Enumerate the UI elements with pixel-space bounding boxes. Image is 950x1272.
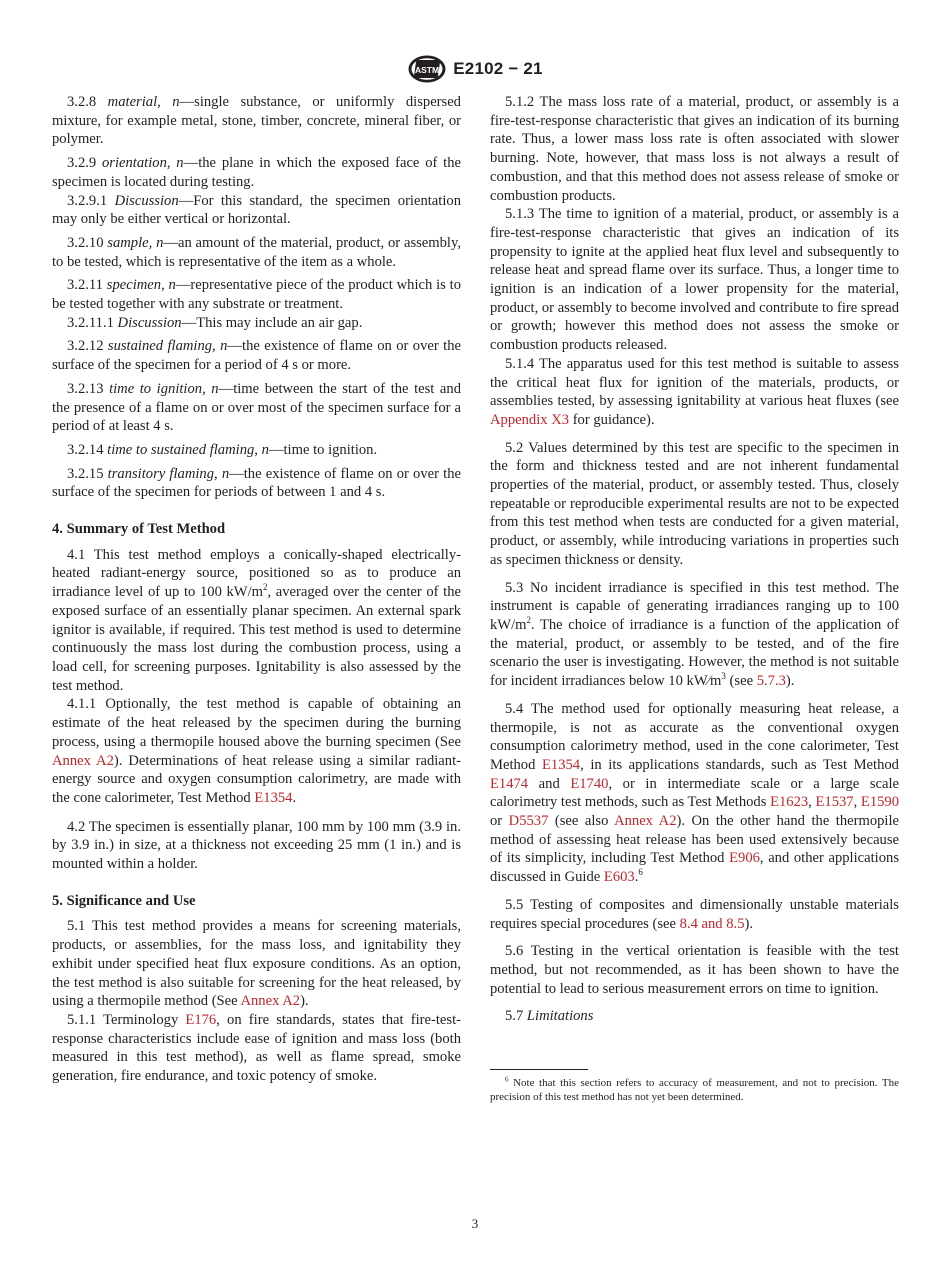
right-column	[490, 93, 899, 1109]
link-annex-a2[interactable]: Annex A2	[614, 813, 677, 830]
link-e1474[interactable]: E1474	[490, 775, 529, 792]
link-e1537[interactable]: E1537	[815, 794, 854, 811]
footnote-6: $^6$ Note that this section refers to accuracy of measurement, and not to precision. The precision of this test method has not yet been determined.	[490, 1075, 899, 1104]
clause-3-2-9-1: 3.2.9.1 Discussion—For this standard, the specimen orientation may only be either vertical or horizontal.	[52, 192, 461, 228]
section-4-heading: 4. Summary of Test Method	[52, 521, 226, 538]
clause-3-2-10: 3.2.10 sample, n—an amount of the material, product, or assembly, to be tested, which is representative of the item as a whole.	[52, 234, 461, 270]
clause-5-2: 5.2 Values determined by this test are specific to the specimen in the form and thickness tested and are not inherent fundamental properties of the material, product, or assembly tested. Thus, closely repeatable or reproducible experimental results are not to be expected from this test method when tests are conducted for a given material, product, or assembly, while introducing variations in properties such as specimen thickness or density.	[490, 439, 899, 568]
clause-3-2-12: 3.2.12 sustained flaming, n—the existence of flame on or over the surface of the specimen for a period of 4 s or more.	[52, 338, 461, 374]
link-appendix-x3[interactable]: Appendix X3	[490, 411, 570, 428]
clause-5-1-3: 5.1.3 The time to ignition of a material, product, or assembly is a fire-test-response characteristic that gives an indication of its propensity to ignite at the applied heat flux level and subsequently to release heat and spread flame over its surface. Thus, a longer time to ignition is an indication of a lower propensity for the material, product, or assembly to become involved and contribute to fire spread or growth; however this method does not assess the smoke or combustion products released.	[490, 206, 899, 354]
page-number: 3	[471, 1216, 479, 1231]
clause-4-1-1: 4.1.1 Optionally, the test method is capable of obtaining an estimate of the heat released by the specimen during the burning process, using a thermopile housed above the burning specimen (See Annex A2). Determinations of heat release using a similar radiant-energy source and oxygen consumption calorimetry, are made with the cone calorimeter, Test Method E1354.	[52, 696, 461, 806]
clause-5-1-4: 5.1.4 The apparatus used for this test method is suitable to assess the critical heat flux for ignition of the materials, products, or assemblies tested, by assessing ignitability at various heat fluxes (see Appendix X3 for guidance).	[490, 355, 899, 428]
link-e1623[interactable]: E1623	[770, 794, 809, 811]
clause-5-1-2: 5.1.2 The mass loss rate of a material, product, or assembly is a fire-test-response characteristic that gives an indication of its burning rate. Thus, a lower mass loss rate is often associated with slower burning. Note, however, that mass loss is not always a result of combustion, and that this method does not assess release of smoke or combustion products.	[490, 94, 899, 204]
document-designation: E2102 − 21	[453, 59, 543, 78]
clause-5-5: 5.5 Testing of composites and dimensionally unstable materials requires special procedures (see 8.4 and 8.5).	[490, 896, 899, 932]
clause-5-4: 5.4 The method used for optionally measuring heat release, a thermopile, is not as accurate as the conventional oxygen consumption calorimetry method, used in the cone calorimeter, Test Method E1354, in its applications standards, such as Test Method E1474 and E1740, or in intermediate scale or a large scale calorimetry test methods, such as Test Methods E1623, E1537, E1590 or D5537 (see also Annex A2). On the other hand the thermopile method of assessing heat release has been used extensively because of its simplicity, including Test Method E906, and other applications discussed in Guide E603.$^6$	[490, 700, 900, 886]
clause-3-2-8: 3.2.8 material, n—single substance, or uniformly dispersed mixture, for example metal, stone, timber, concrete, mineral fiber, or polymer.	[52, 94, 461, 148]
link-e603[interactable]: E603	[603, 869, 635, 886]
link-5-7-3[interactable]: 5.7.3	[756, 673, 786, 690]
left-column	[52, 93, 461, 1091]
clause-4-2: 4.2 The specimen is essentially planar, 100 mm by 100 mm (3.9 in. by 3.9 in.) in size, at a thickness not exceeding 25 mm (1 in.) and is mounted within a holder.	[52, 818, 461, 873]
astm-logo-icon	[407, 54, 447, 84]
clause-5-1: 5.1 This test method provides a means for screening materials, products, or assemblies, for the mass loss, and ignitability they exhibit under specified heat flux exposure conditions. As an option, the test method is also suitable for screening for the heat released, by using a thermopile method (See Annex A2).	[52, 918, 461, 1010]
clause-3-2-15: 3.2.15 transitory flaming, n—the existence of flame on or over the surface of the specimen for periods of between 1 and 4 s.	[52, 465, 461, 501]
link-annex-a2[interactable]: Annex A2	[240, 993, 301, 1010]
link-e1354[interactable]: E1354	[254, 789, 293, 806]
clause-5-3: 5.3 No incident irradiance is specified in this test method. The instrument is capable of generating irradiances ranging up to 100 $kW/m^2$. The choice of irradiance is a function of the application of the material, product, or assembly to be tested, and of the fire scenario the user is investigating. However, the method is not suitable for incident irradiances below 10 $kW⁄m^3$ (see 5.7.3).	[490, 579, 899, 690]
link-e1590[interactable]: E1590	[860, 794, 900, 811]
logo-text: ASTM	[415, 65, 440, 75]
clause-5-7: 5.7 Limitations	[505, 1008, 594, 1025]
link-8-4-8-5[interactable]: 8.4 and 8.5	[679, 915, 745, 932]
clause-3-2-9: 3.2.9 orientation, n—the plane in which the exposed face of the specimen is located during testing.	[52, 155, 461, 190]
clause-5-1-1: 5.1.1 Terminology E176, on fire standards, states that fire-test-response characteristics include ease of ignition and mass loss (both measured in this test method), as well as flame spread, smoke generation, fire endurance, and toxic potency of smoke.	[52, 1011, 461, 1085]
clause-3-2-11-1: 3.2.11.1 Discussion—This may include an air gap.	[67, 314, 363, 331]
footnote-marker: 6	[638, 867, 643, 878]
clause-3-2-13: 3.2.13 time to ignition, n—time between the start of the test and the presence of a flame on or over most of the specimen surface for a period of at least 4 s.	[52, 380, 461, 435]
link-e906[interactable]: E906	[729, 850, 760, 867]
clause-4-1: 4.1 This test method employs a conically-shaped electrically-heated radiant-energy source, positioned so as to produce an irradiance level of up to 100 $kW/m^2$, averaged over the center of the exposed surface of an essentially planar specimen. An external spark ignitor is available, if required. This test method is used to determine continuously the mass lost during the combustion process, using a load cell, for screening purposes. Ignitability is also assessed by the test method.	[52, 546, 461, 694]
footnote-divider	[490, 1069, 588, 1070]
link-annex-a2[interactable]: Annex A2	[52, 752, 114, 769]
section-5-heading: 5. Significance and Use	[52, 892, 196, 909]
link-e1354[interactable]: E1354	[541, 756, 581, 773]
clause-3-2-14: 3.2.14 time to sustained flaming, n—time to ignition.	[67, 441, 378, 458]
link-d5537[interactable]: D5537	[508, 813, 549, 830]
page-header	[0, 54, 950, 84]
clause-3-2-11: 3.2.11 specimen, n—representative piece of the product which is to be tested together with any substrate or treatment.	[52, 277, 461, 313]
clause-5-6: 5.6 Testing in the vertical orientation is feasible with the test method, but not recommended, as it has been shown to have the potential to lead to serious measurement errors on time to ignition.	[490, 943, 899, 997]
link-e1740[interactable]: E1740	[570, 775, 609, 792]
link-e176[interactable]: E176	[185, 1011, 217, 1028]
